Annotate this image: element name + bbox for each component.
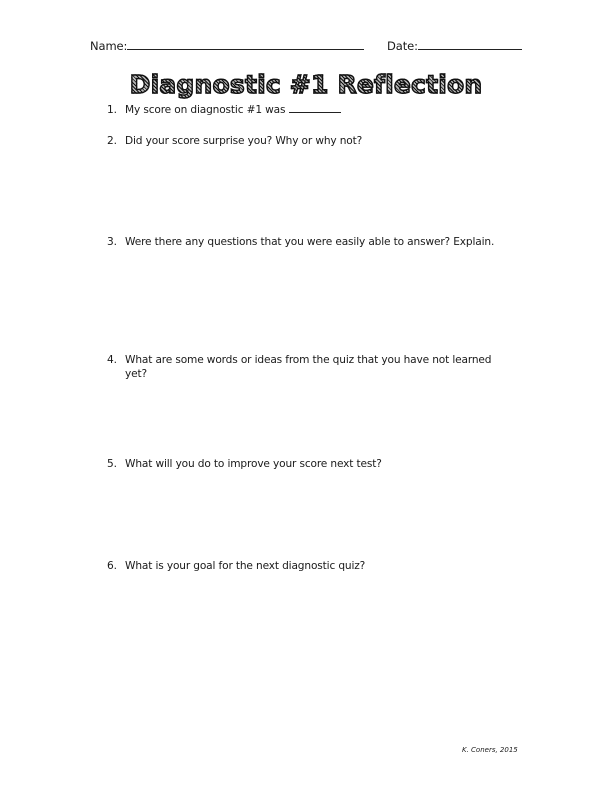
question-number: 6. bbox=[107, 560, 117, 572]
question-number: 1. bbox=[107, 104, 117, 116]
name-line[interactable] bbox=[127, 38, 364, 50]
score-blank[interactable] bbox=[289, 103, 341, 113]
question-text: What is your goal for the next diagnostic quiz? bbox=[125, 560, 366, 572]
date-label: Date: bbox=[387, 39, 418, 53]
question-number: 3. bbox=[107, 236, 117, 248]
question-text: Did your score surprise you? Why or why not? bbox=[125, 135, 363, 147]
question-text: What will you do to improve your score next test? bbox=[125, 458, 382, 470]
question-text: Were there any questions that you were easily able to answer? Explain. bbox=[125, 236, 495, 248]
date-line[interactable] bbox=[418, 38, 522, 50]
question-6 bbox=[107, 559, 505, 573]
footer-credit: K. Coners, 2015 bbox=[462, 746, 518, 754]
question-4 bbox=[107, 353, 497, 381]
question-5 bbox=[107, 457, 505, 471]
question-2 bbox=[107, 134, 505, 148]
question-text: What are some words or ideas from the quiz that you have not learned yet? bbox=[125, 354, 492, 380]
question-text: My score on diagnostic #1 was bbox=[125, 104, 286, 116]
name-label: Name: bbox=[90, 39, 128, 53]
question-3 bbox=[107, 235, 503, 249]
name-field[interactable] bbox=[90, 38, 364, 53]
question-1 bbox=[107, 103, 341, 117]
question-number: 2. bbox=[107, 135, 117, 147]
question-number: 5. bbox=[107, 458, 117, 470]
date-field[interactable] bbox=[387, 38, 522, 53]
page-title: Diagnostic #1 Reflection bbox=[0, 70, 612, 99]
question-number: 4. bbox=[107, 354, 117, 366]
